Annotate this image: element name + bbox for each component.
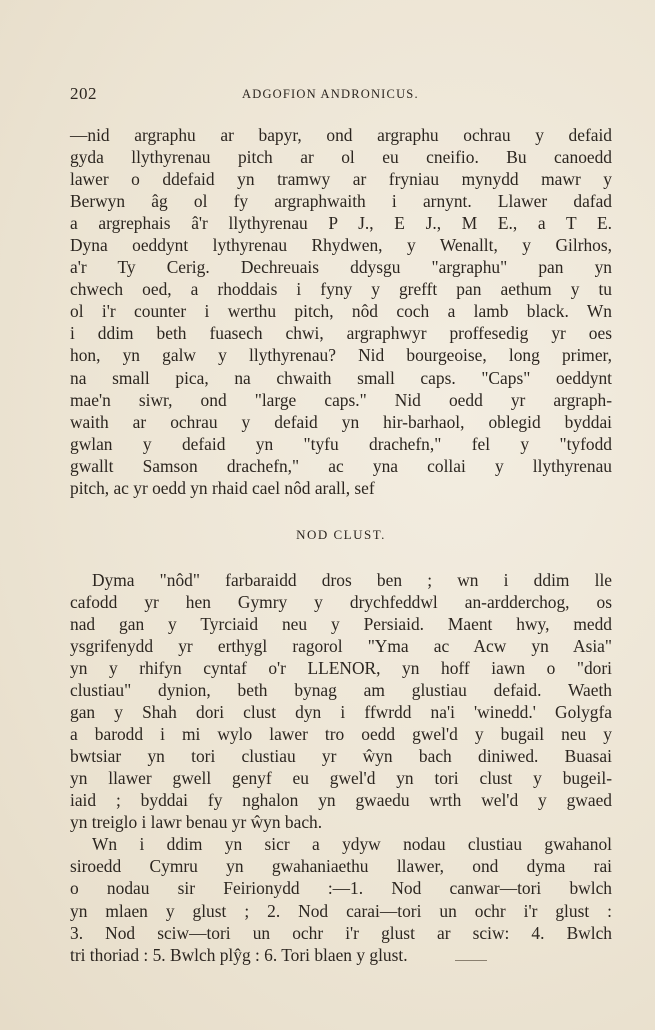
- text-line: a argrephais â'r llythyrenau P J., E J., M E., a T E.: [70, 213, 612, 234]
- text-line: clustiau" dynion, beth bynag am glustiau defaid. Waeth: [70, 680, 612, 701]
- page-number: 202: [70, 84, 97, 103]
- text-line: siroedd Cymru yn gwahaniaethu llawer, ond dyma rai: [70, 856, 612, 877]
- paragraph-2: [70, 569, 612, 834]
- paragraph-3: [70, 833, 612, 965]
- paragraph-1: [70, 124, 612, 499]
- text-line: gyda llythyrenau pitch ar ol eu cneifio. Bu canoedd: [70, 147, 612, 168]
- text-line: nad gan y Tyrciaid neu y Persiaid. Maent hwy, medd: [70, 613, 612, 634]
- running-head: ADGOFION ANDRONICUS.: [242, 87, 419, 101]
- text-line: a'r Ty Cerig. Dechreuais ddysgu "argraphu" pan yn: [70, 257, 612, 278]
- text-line: yn llawer gwell genyf eu gwel'd yn tori clust y bugeil-: [70, 768, 612, 789]
- text-line: Dyna oeddynt lythyrenau Rhydwen, y Wenallt, y Gilrhos,: [70, 235, 612, 256]
- text-line: —nid argraphu ar bapyr, ond argraphu ochrau y defaid: [70, 125, 612, 145]
- book-page: [70, 84, 612, 966]
- text-line: na small pica, na chwaith small caps. "Caps" oeddynt: [70, 367, 612, 388]
- text-line: i ddim beth fuasech chwi, argraphwyr proffesedig yr oes: [70, 323, 612, 344]
- text-line: yn treiglo i lawr benau yr ŵyn bach.: [70, 812, 323, 833]
- text-line: waith ar ochrau y defaid yn hir-barhaol, oblegid byddai: [70, 411, 612, 432]
- text-line: ysgrifenydd yr erthygl ragorol "Yma ac Acw yn Asia": [70, 635, 612, 656]
- text-line: lawer o ddefaid yn tramwy ar fryniau mynydd mawr y: [70, 169, 612, 190]
- text-line: hon, yn galw y llythyrenau? Nid bourgeoise, long primer,: [70, 345, 612, 366]
- footer-rule: [455, 960, 487, 961]
- text-line: 3. Nod sciw—tori un ochr i'r glust ar sciw: 4. Bwlch: [70, 922, 612, 943]
- section-title: NOD CLUST.: [296, 526, 386, 542]
- text-line: yn y rhifyn cyntaf o'r LLENOR, yn hoff iawn o "dori: [70, 657, 612, 678]
- text-line: bwtsiar yn tori clustiau yr ŵyn bach diniwed. Buasai: [70, 746, 612, 767]
- text-line: Wn i ddim yn sicr a ydyw nodau clustiau gwahanol: [92, 834, 612, 855]
- text-line: a barodd i mi wylo lawer tro oedd gwel'd y bugail neu y: [70, 724, 612, 745]
- text-line: Berwyn âg ol fy argraphwaith i arnynt. Llawer dafad: [70, 191, 612, 212]
- text-line: gwallt Samson drachefn," ac yna collai y llythyrenau: [70, 455, 612, 476]
- text-line: yn mlaen y glust ; 2. Nod carai—tori un ochr i'r glust :: [70, 900, 612, 921]
- text-line: Dyma "nôd" farbaraidd dros ben ; wn i ddim lle: [92, 569, 612, 590]
- text-line: chwech oed, a rhoddais i fyny y grefft pan aethum y tu: [70, 279, 612, 300]
- text-line: iaid ; byddai fy nghalon yn gwaedu wrth wel'd y gwaed: [70, 790, 612, 811]
- text-line: cafodd yr hen Gymry y drychfeddwl an-ardderchog, os: [70, 591, 612, 612]
- text-line: tri thoriad : 5. Bwlch plŷg : 6. Tori blaen y glust.: [70, 944, 408, 965]
- text-line: ol i'r counter i werthu pitch, nôd coch a lamb black. Wn: [70, 301, 612, 322]
- text-line: gwlan y defaid yn "tyfu drachefn," fel y "tyfodd: [70, 433, 612, 454]
- text-line: mae'n siwr, ond "large caps." Nid oedd yr argraph-: [70, 389, 612, 410]
- text-line: o nodau sir Feirionydd :—1. Nod canwar—tori bwlch: [70, 878, 612, 899]
- text-line: pitch, ac yr oedd yn rhaid cael nôd arall, sef: [70, 477, 375, 498]
- text-line: gan y Shah dori clust dyn i ffwrdd na'i 'winedd.' Golygfa: [70, 702, 612, 723]
- page-header: [70, 84, 612, 108]
